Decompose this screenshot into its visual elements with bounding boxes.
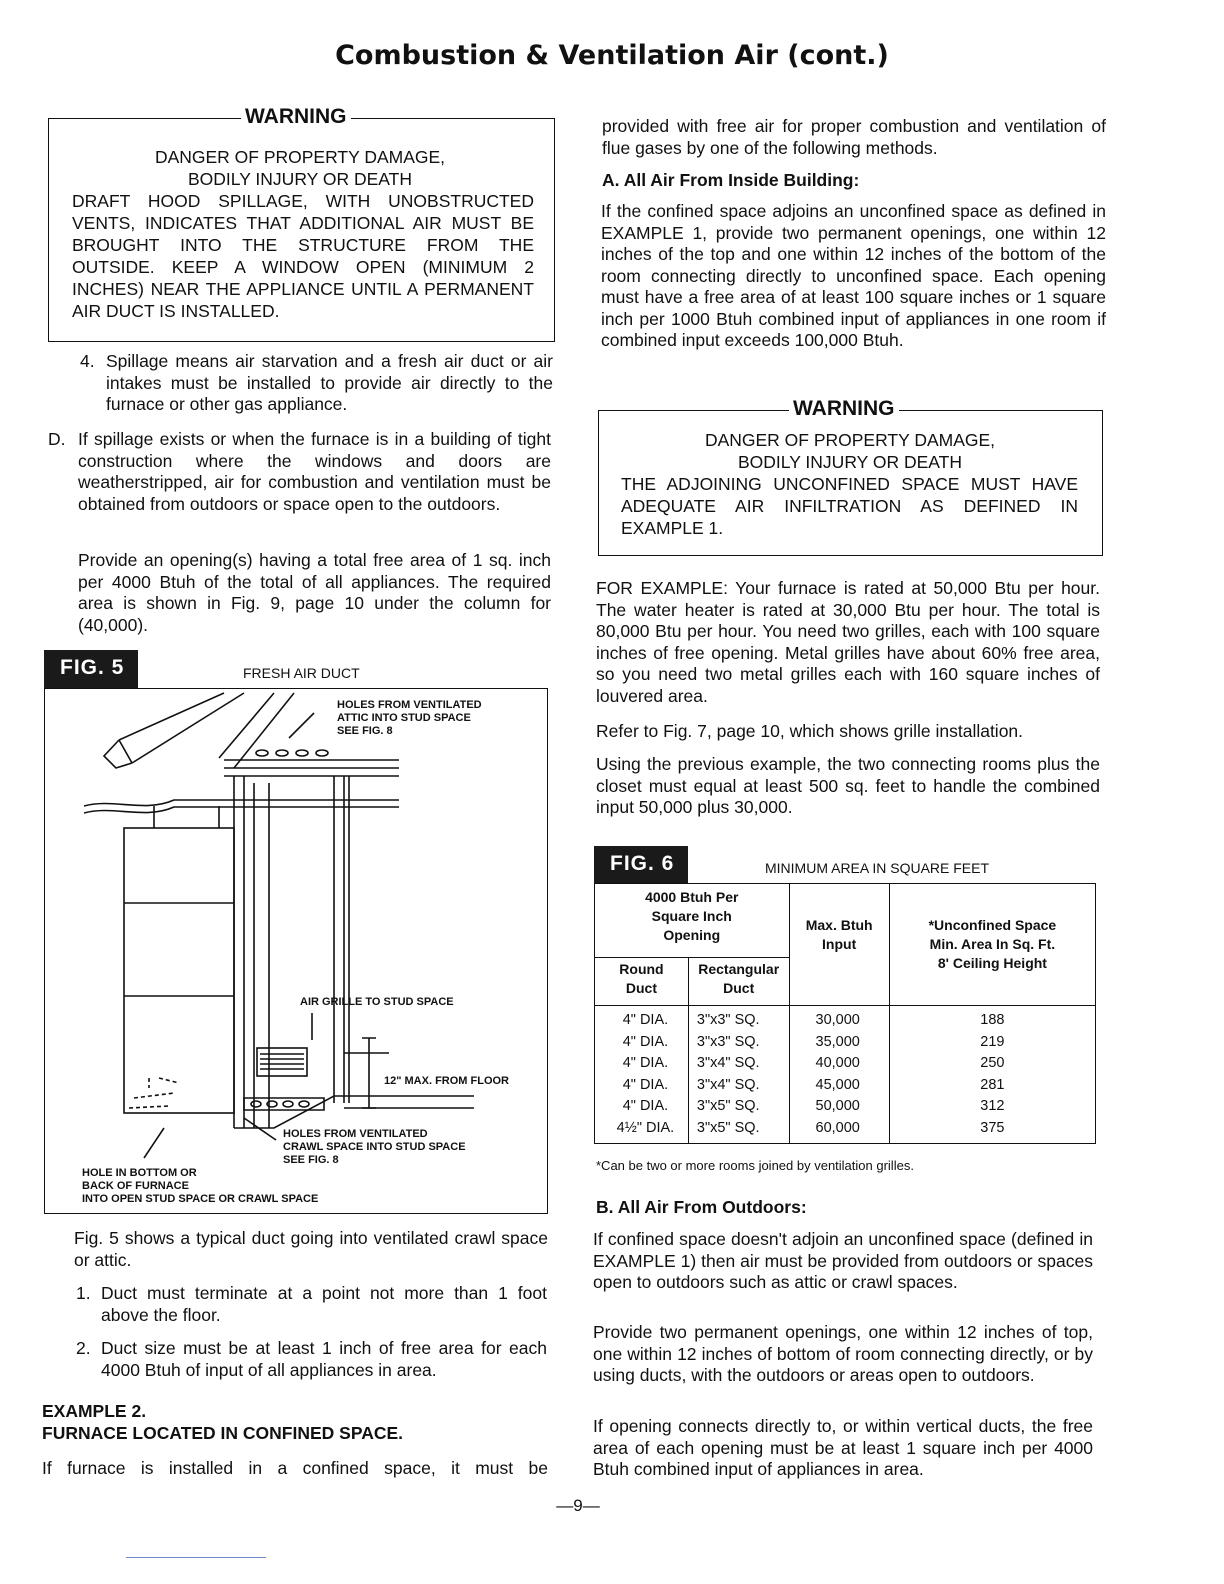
list-item-number: 2. [76,1338,91,1358]
table-cell: 219 [980,1033,1005,1050]
header-line: Rectangular [698,961,780,977]
fig5-tag: FIG. 5 [44,650,138,688]
table-cell: 4" DIA. [622,1055,669,1071]
list-item-number: 1. [76,1283,91,1303]
column-round [595,1006,689,1144]
table-cell: 3"x5" SQ. [696,1119,760,1136]
paragraph: FOR EXAMPLE: Your furnace is rated at 50,000 Btu per hour. The water heater is rated at 30,000 Btu per hour. The total is 80,000 Btu per hour. You need two grilles, each with 100 square inches of free opening. Metal grilles have about 60% free area, so you need two metal grilles each with 160 square inches of louvered area. [596,578,1100,706]
fig5-label-line: ATTIC INTO STUD SPACE [337,712,471,724]
example2-subheading: FURNACE LOCATED IN CONFINED SPACE. [42,1423,404,1443]
table-cell: 4" DIA. [622,1076,669,1093]
header-btuh [789,884,889,1006]
table-cell: 3"x5" SQ. [696,1098,760,1114]
paragraph: Provide two permanent openings, one within 12 inches of top, one within 12 inches of bottom of room connecting directly, or by using ducts, with the outdoors or areas open to outdoors. [593,1322,1093,1385]
fig5-label-max: 12" MAX. FROM FLOOR [384,1075,509,1087]
table-cell: 35,000 [815,1033,860,1050]
list-item-text: Duct must terminate at a point not more than 1 foot above the floor. [101,1283,547,1325]
header-line: Duct [723,980,755,996]
table-cell: 60,000 [815,1119,860,1136]
header-line: Round [619,961,664,977]
table-cell: 281 [980,1076,1005,1093]
table-cell: 188 [980,1012,1005,1028]
paragraph: If confined space doesn't adjoin an unconfined space (defined in EXAMPLE 1) then air must be provided from outdoors or spaces open to outdoors such as attic or crawl spaces. [593,1229,1093,1292]
column-rect [688,1006,789,1144]
paragraph: If furnace is installed in a confined space, it must be [42,1458,548,1478]
header-line: Square Inch [651,908,732,924]
header-round [595,958,689,1006]
list-item-text: Duct size must be at least 1 inch of free area for each 4000 Btuh of input of all appliances in area. [101,1338,547,1380]
fig5-label-line: INTO OPEN STUD SPACE OR CRAWL SPACE [82,1193,319,1205]
column-area [889,1006,1095,1144]
warning-line-1: DANGER OF PROPERTY DAMAGE, [704,430,996,450]
fig5-label-line: SEE FIG. 8 [283,1154,339,1166]
table-cell: 50,000 [815,1098,860,1114]
page-title: Combustion & Ventilation Air (cont.) [335,40,889,71]
warning-heading-1: WARNING [241,105,351,129]
warning-line-2: BODILY INJURY OR DEATH [738,452,962,472]
warning-body-2: THE ADJOINING UNCONFINED SPACE MUST HAVE ADEQUATE AIR INFILTRATION AS DEFINED IN EXAMPLE 1. [621,474,1078,538]
fig5-label-line: HOLES FROM VENTILATED [283,1128,428,1140]
warning-body-1: DRAFT HOOD SPILLAGE, WITH UNOBSTRUCTED VENTS, INDICATES THAT ADDITIONAL AIR MUST BE BROUGHT INTO THE STRUCTURE FROM THE OUTSIDE. KEEP A WINDOW OPEN (MINIMUM 2 INCHES) NEAR THE APPLIANCE UNTIL A PERMANENT AIR DUCT IS INSTALLED. [72,191,534,321]
list-item-number: D. [48,429,66,449]
section-a-heading: A. All Air From Inside Building: [602,170,860,190]
warning-heading-2: WARNING [789,397,899,421]
fig6-table [594,883,1096,1144]
table-cell: 375 [980,1119,1005,1136]
header-area [889,884,1095,1006]
table-cell: 3"x4" SQ. [696,1076,760,1093]
page-number: —9— [556,1496,600,1515]
divider [126,1557,266,1558]
header-line: *Unconfined Space [928,917,1057,933]
fig5-label-hole [82,1167,318,1206]
list-item-number: 4. [80,351,95,371]
paragraph: If the confined space adjoins an unconfined space as defined in EXAMPLE 1, provide two permanent openings, one within 12 inches of the top and one within 12 inches of the bottom of the room connecting directly to unconfined space. Each opening must have a free area of at least 100 square inches or 1 square inch per 1000 Btuh combined input of appliances in one room if combined input exceeds 100,000 Btuh. [601,201,1106,350]
table-cell: 40,000 [815,1055,860,1071]
header-rect [688,958,789,1006]
table-cell: 3"x3" SQ. [696,1012,760,1028]
section-b-heading: B. All Air From Outdoors: [596,1197,807,1217]
paragraph: Using the previous example, the two connecting rooms plus the closet must equal at least 500 sq. feet to handle the combined input 50,000 plus 30,000. [596,754,1100,817]
warning-line-2: BODILY INJURY OR DEATH [188,169,412,189]
fig5-label-line: BACK OF FURNACE [82,1180,189,1192]
header-line: 4000 Btuh Per [645,889,739,905]
table-cell: 3"x4" SQ. [696,1055,760,1071]
fig6-footnote: *Can be two or more rooms joined by ventilation grilles. [596,1158,914,1173]
fig5-label-line: CRAWL SPACE INTO STUD SPACE [283,1141,466,1153]
header-line: Min. Area In Sq. Ft. [929,936,1056,952]
list-item-text: If spillage exists or when the furnace is in a building of tight construction where the windows and doors are weatherstripped, air for combustion and ventilation must be obtained from outdoors or space open to the outdoors. [78,429,551,514]
warning-line-1: DANGER OF PROPERTY DAMAGE, [154,147,446,167]
header-line: 8' Ceiling Height [937,955,1047,971]
table-cell: 30,000 [815,1012,860,1028]
column-btuh [789,1006,889,1144]
fig5-label-line: HOLE IN BOTTOM OR [82,1167,197,1179]
header-line: Duct [625,980,658,996]
table-cell: 4" DIA. [622,1033,669,1050]
header-line: Input [822,936,857,952]
header-line: Opening [663,927,721,943]
fig5-label-attic [337,699,482,738]
table-cell: 4" DIA. [622,1098,669,1114]
table-cell: 3"x3" SQ. [696,1033,760,1050]
header-opening [595,884,790,958]
paragraph: Fig. 5 shows a typical duct going into ventilated crawl space or attic. [74,1228,548,1270]
fig5-label-line: SEE FIG. 8 [337,725,393,737]
fig5-label-line: HOLES FROM VENTILATED [337,699,482,711]
header-line: Max. Btuh [805,917,873,933]
table-cell: 45,000 [815,1076,860,1093]
paragraph: Refer to Fig. 7, page 10, which shows grille installation. [596,721,1024,741]
paragraph: provided with free air for proper combustion and ventilation of flue gases by one of the following methods. [602,116,1106,158]
table-cell: 4½" DIA. [616,1119,675,1136]
fig6-tag: FIG. 6 [594,846,688,884]
fig5-label-crawl [283,1128,466,1167]
paragraph: Provide an opening(s) having a total free area of 1 sq. inch per 4000 Btuh of the total of all appliances. The required area is shown in Fig. 9, page 10 under the column for (40,000). [78,550,551,635]
fig6-caption: MINIMUM AREA IN SQUARE FEET [765,860,990,876]
fig5-caption: FRESH AIR DUCT [243,665,360,681]
table-cell: 312 [980,1098,1005,1114]
example2-heading: EXAMPLE 2. [42,1401,147,1421]
table-cell: 4" DIA. [622,1012,669,1028]
table-cell: 250 [980,1055,1005,1071]
paragraph: If opening connects directly to, or within vertical ducts, the free area of each opening must be at least 1 square inch per 4000 Btuh combined input of appliances in area. [593,1416,1093,1479]
fig5-label-grille: AIR GRILLE TO STUD SPACE [300,996,454,1008]
list-item-text: Spillage means air starvation and a fresh air duct or air intakes must be installed to provide air directly to the furnace or other gas appliance. [106,351,553,414]
